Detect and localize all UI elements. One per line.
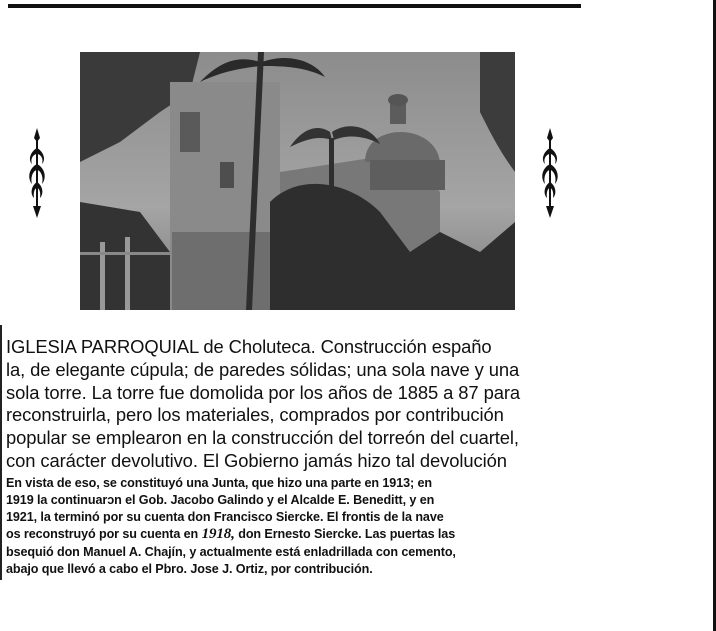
top-rule <box>8 4 581 8</box>
photo-caption <box>6 336 586 578</box>
left-margin-line <box>0 325 2 580</box>
caption-detail-line: bsequió don Manuel A. Chajín, y actualmente está enladrillada con cemento, <box>6 544 456 559</box>
caption-detail-text: os reconstruyó por su cuenta en <box>6 527 199 542</box>
caption-lead-paragraph <box>6 336 586 473</box>
caption-lead-line: sola torre. La torre fue domolida por los años de 1885 a 87 para <box>6 381 520 403</box>
caption-lead-line: popular se emplearon en la construcción del torreón del cuartel, <box>6 427 519 449</box>
caption-detail-paragraph <box>6 475 586 578</box>
caption-detail-line: 1919 la continuarɔn el Gob. Jacobo Galindo y el Alcalde E. Beneditt, y en <box>6 492 435 507</box>
church-photograph <box>80 52 515 310</box>
caption-detail-line <box>6 526 586 543</box>
caption-lead-line: con carácter devolutivo. El Gobierno jamás hizo tal devolución <box>6 449 507 471</box>
caption-detail-line: abajo que llevó a cabo el Pbro. Jose J. Ortiz, por contribución. <box>6 561 373 576</box>
church-photo-illustration <box>80 52 515 310</box>
caption-detail-text: don Ernesto Siercke. Las puertas las <box>234 527 456 542</box>
caption-detail-line: 1921, la terminó por su cuenta don Francisco Siercke. El frontis de la nave <box>6 510 444 525</box>
caption-detail-line: En vista de eso, se constituyó una Junta, que hizo una parte en 1913; en <box>6 475 432 490</box>
caption-year-1918: 1918, <box>201 526 235 543</box>
fleur-ornament-icon <box>26 128 48 218</box>
caption-lead-line: la, de elegante cúpula; de paredes sólidas; una sola nave y una <box>6 358 520 380</box>
caption-lead-line: IGLESIA PARROQUIAL de Choluteca. Construcción españo <box>6 336 492 357</box>
caption-lead-line: reconstruirla, pero los materiales, comprados por contribución <box>6 404 504 426</box>
fleur-ornament-icon <box>539 128 561 218</box>
